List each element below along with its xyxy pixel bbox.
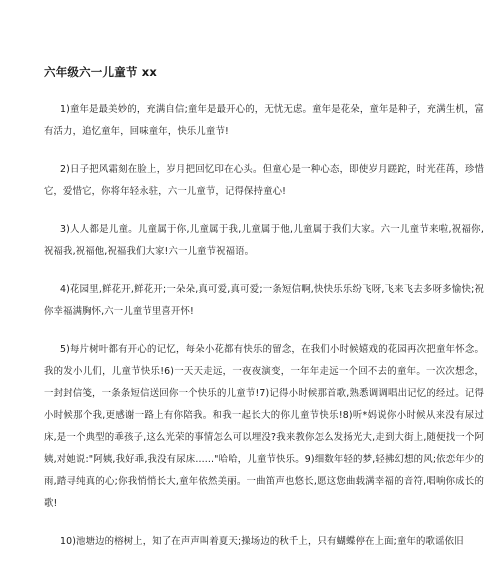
paragraph-5: 5)每片树叶都有开心的记忆，每朵小花都有快乐的留念，在我们小时候嬉戏的花园再次把童年怀念。我的发小儿们，儿童节快乐!6)一天天走远，一夜夜演变，一年年走远一个回不去的童年。一次次想念，一封封信笺，一条条短信送回你一个快乐的儿童节!7)记得小时候那首歌,熟悉调调唱出记忆的经过。记得小时候那个我,更感谢一路上有你陪我。和我一起长大的你儿童节快乐!8)听*妈说你小时候从来没有尿过床,是一个典型的乖孩子,这么光荣的事情怎么可以埋没?我来教你怎么发扬光大,走到大街上,随便找一个阿姨,对她说:"阿姨,我好乖,我没有尿床......"哈哈，儿童节快乐。9)细数年轻的梦,轻拂幻想的风;依恋年少的雨,踏寻纯真的心;你我悄悄长大,童年依然美丽。一曲笛声也悠长,愿这您曲载满幸福的音符,唱响你成长的歌! [44, 344, 484, 509]
paragraph-2: 2)日子把风霜刻在脸上，岁月把回忆印在心头。但童心是一种心态，即使岁月蹉跎，时光荏苒，珍惜它，爱惜它，你将年轻永驻，六一儿童节，记得保持童心! [44, 164, 484, 197]
paragraph-4: 4)花园里,鲜花开,鲜花开;一朵朵,真可爱,真可爱;一条短信啊,快快乐乐纷飞呀,飞来飞去多呀多愉快;祝你幸福满胸怀,六一儿童节里喜开怀! [44, 284, 484, 317]
paragraph-1: 1)童年是最美妙的，充满自信;童年是最开心的，无忧无虑。童年是花朵，童年是种子，充满生机，富有活力，追忆童年，回味童年，快乐儿童节! [44, 104, 484, 137]
paragraph-3: 3)人人都是儿童。儿童属于你,儿童属于我,儿童属于他,儿童属于我们大家。六一儿童节来啦,祝福你,祝福我,祝福他,祝福我们大家!六一儿童节祝福语。 [44, 224, 484, 257]
document-body [44, 99, 484, 569]
paragraph-6: 10)池塘边的榕树上，知了在声声叫着夏天;操场边的秋千上，只有蝴蝶停在上面;童年的歌谣依旧 [60, 536, 464, 547]
document-title: 六年级六一儿童节 xx [44, 65, 158, 79]
